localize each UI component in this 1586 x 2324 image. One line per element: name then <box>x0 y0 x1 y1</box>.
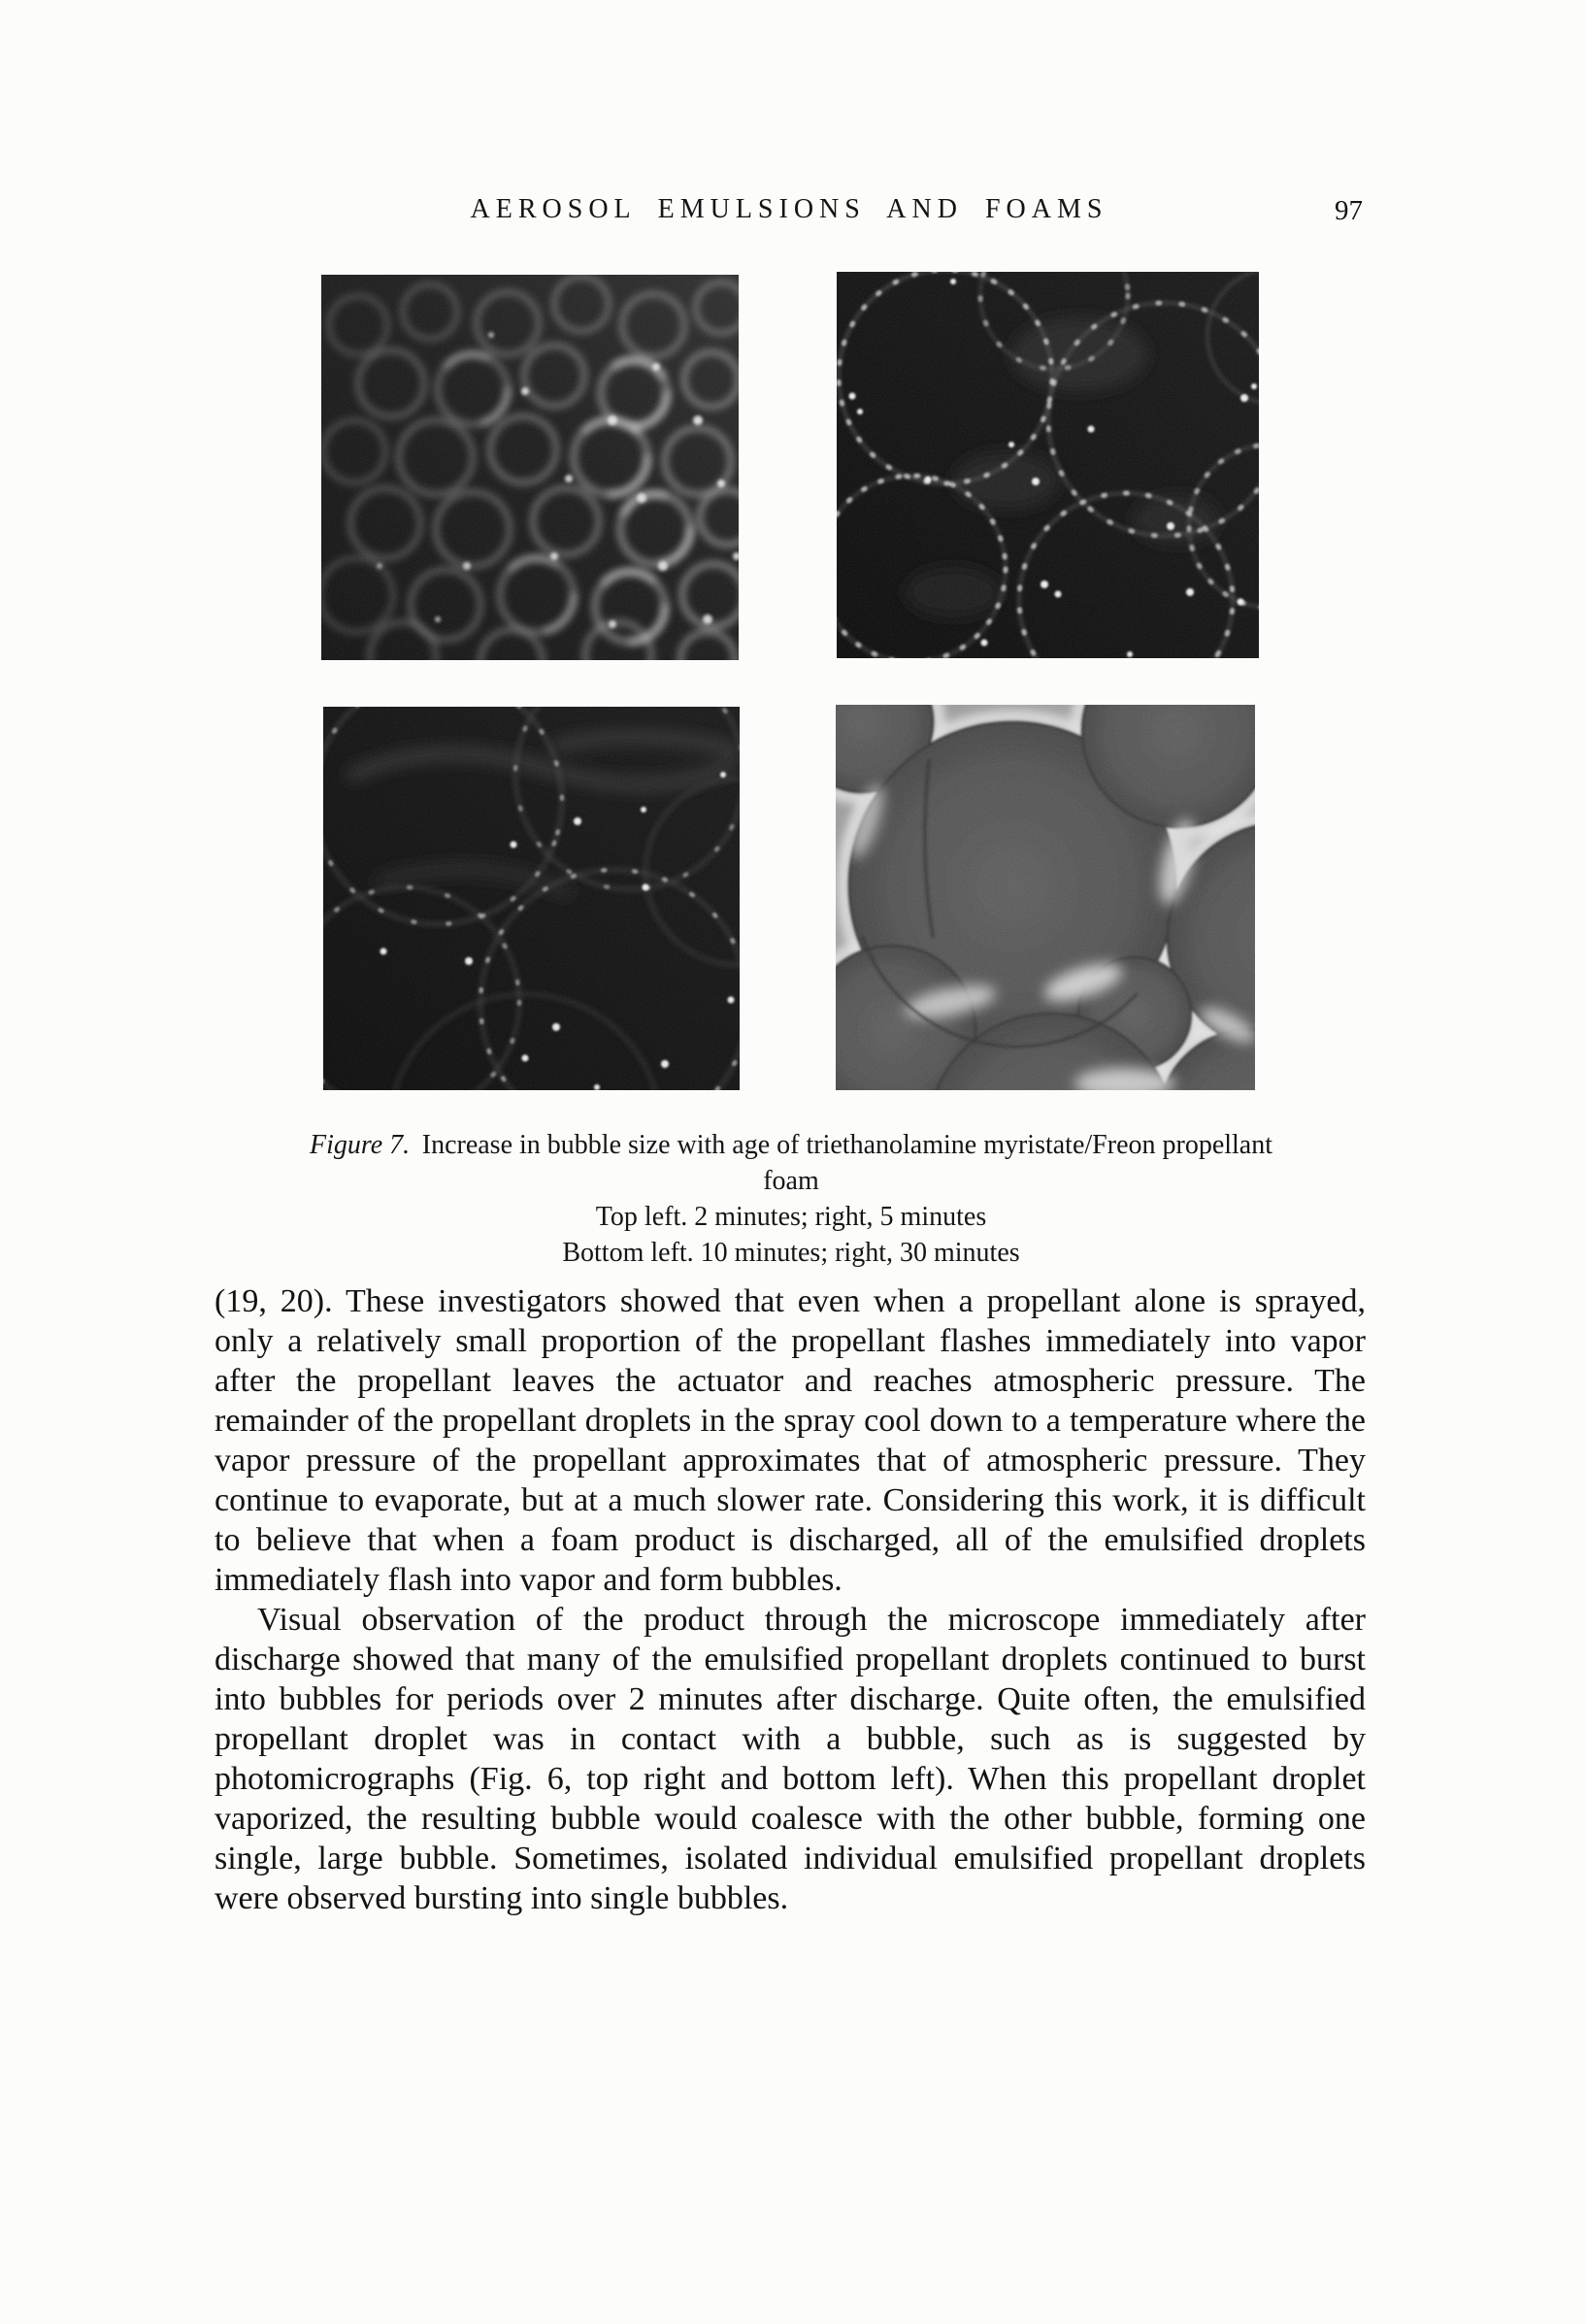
photomicrograph-10-minutes <box>323 707 740 1090</box>
body-text <box>215 1281 1366 1918</box>
paragraph-1: (19, 20). These investigators showed that even when a propellant alone is sprayed, only a relatively small proportion of the propellant flashes immediately into vapor after the propellant leaves the actuator and reaches atmospheric pressure. The remainder of the propellant droplets in the spray cool down to a temperature where the vapor pressure of the propellant approximates that of atmospheric pressure. They continue to evaporate, but at a much slower rate. Considering this work, it is difficult to believe that when a foam product is discharged, all of the emulsified droplets immediately flash into vapor and form bubbles. <box>215 1283 1366 1598</box>
caption-line-3: Top left. 2 minutes; right, 5 minutes <box>595 1202 987 1232</box>
figure-caption <box>175 1127 1407 1271</box>
foam-photo-2min <box>321 275 739 660</box>
running-head-title: AEROSOL EMULSIONS AND FOAMS <box>470 194 1108 224</box>
photomicrograph-5-minutes <box>837 272 1259 658</box>
page-number: 97 <box>1335 195 1363 226</box>
photomicrograph-2-minutes <box>321 275 739 660</box>
paragraph-2: Visual observation of the product through the microscope immediately after discharge showed that many of the emulsified propellant droplets continued to burst into bubbles for periods over 2 minutes after discharge. Quite often, the emulsified propellant droplet was in contact with a bubble, such as is suggested by photomicrographs (Fig. 6, top right and bottom left). When this propellant droplet vaporized, the resulting bubble would coalesce with the other bubble, forming one single, large bubble. Sometimes, isolated individual emulsified propellant droplets were observed bursting into single bubbles. <box>215 1602 1366 1916</box>
running-head <box>214 194 1365 237</box>
caption-text: Increase in bubble size with age of triethanolamine myristate/Freon propellant <box>421 1130 1273 1160</box>
caption-line-4: Bottom left. 10 minutes; right, 30 minutes <box>562 1238 1020 1268</box>
caption-line-1 <box>175 1127 1407 1163</box>
caption-line-2: foam <box>763 1166 819 1196</box>
foam-photo-5min <box>837 272 1259 658</box>
photomicrograph-30-minutes <box>836 705 1255 1090</box>
figure-label: Figure 7. <box>309 1130 411 1160</box>
foam-photo-30min <box>836 705 1255 1090</box>
foam-photo-10min <box>323 707 740 1090</box>
